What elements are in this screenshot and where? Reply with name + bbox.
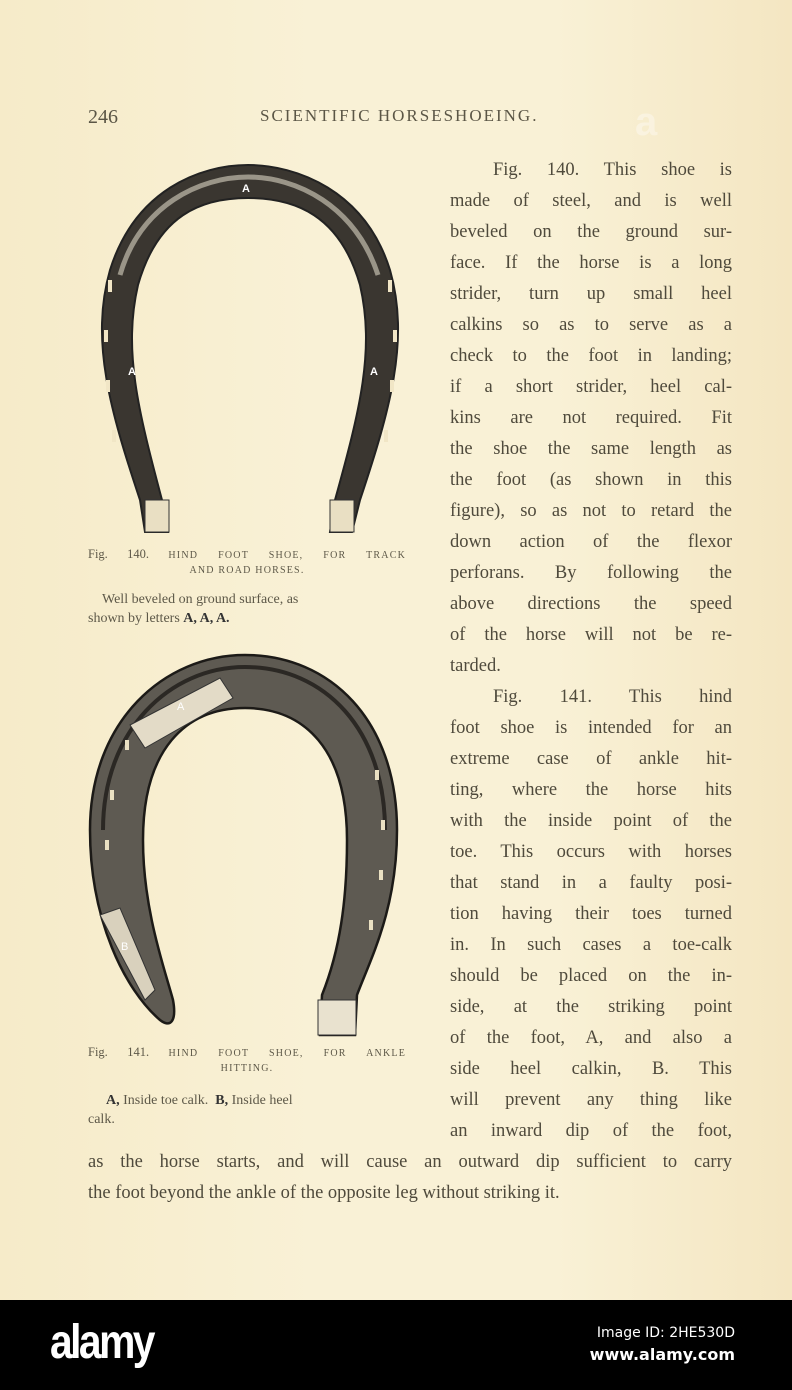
body-line: beveled on the ground sur- — [450, 222, 732, 242]
body-line: down action of the flexor — [450, 532, 732, 552]
body-line: the shoe the same length as — [450, 439, 732, 459]
body-line: strider, turn up small heel — [450, 284, 732, 304]
figure-141-horseshoe-illustration — [85, 650, 410, 1040]
watermark-bar — [0, 1300, 792, 1390]
body-line: perforans. By following the — [450, 563, 732, 583]
body-line: an inward dip of the foot, — [450, 1121, 732, 1141]
body-line: tarded. — [450, 656, 501, 676]
caption-title-cont: AND ROAD HORSES. — [189, 565, 305, 576]
body-line: as the horse starts, and will cause an outward dip sufficient to carry — [88, 1152, 732, 1172]
note-text: Inside heel — [228, 1093, 293, 1108]
body-line: Fig. 141. This hind — [493, 687, 732, 707]
body-line: the foot beyond the ankle of the opposite leg without striking it. — [88, 1183, 560, 1203]
body-line: made of steel, and is well — [450, 191, 732, 211]
caption-prefix: Fig. 141. — [88, 1045, 150, 1059]
body-line: of the foot, A, and also a — [450, 1028, 732, 1048]
body-line: should be placed on the in- — [450, 966, 732, 986]
body-line: calkins so as to serve as a — [450, 315, 732, 335]
note-text: shown by letters — [88, 611, 184, 626]
body-line: above directions the speed — [450, 594, 732, 614]
figure-141-caption — [88, 1045, 406, 1074]
figure-140-label: A — [370, 366, 378, 378]
caption-title: HIND FOOT SHOE, FOR TRACK — [168, 550, 406, 561]
figure-140-caption — [88, 547, 406, 576]
note-bold: A, A, A. — [183, 611, 230, 626]
image-id: Image ID: 2HE530D — [596, 1325, 735, 1341]
body-line: in. In such cases a toe-calk — [450, 935, 732, 955]
figure-140-note — [88, 590, 406, 628]
caption-prefix: Fig. 140. — [88, 547, 150, 561]
page-number: 246 — [88, 106, 118, 128]
body-line: with the inside point of the — [450, 811, 732, 831]
body-line: of the horse will not be re- — [450, 625, 732, 645]
body-line: face. If the horse is a long — [450, 253, 732, 273]
body-line: the foot (as shown in this — [450, 470, 732, 490]
body-line: will prevent any thing like — [450, 1090, 732, 1110]
figure-141-note — [88, 1091, 406, 1129]
caption-title: HIND FOOT SHOE, FOR ANKLE — [168, 1048, 406, 1059]
body-line: toe. This occurs with horses — [450, 842, 732, 862]
note-bold: A, — [106, 1093, 120, 1108]
figure-140-label: A — [128, 366, 136, 378]
note-bold: B, — [215, 1093, 229, 1108]
caption-title-cont: HITTING. — [220, 1063, 274, 1074]
note-line: Well beveled on ground surface, as — [102, 592, 299, 607]
body-line: ting, where the horse hits — [450, 780, 732, 800]
body-line: side, at the striking point — [450, 997, 732, 1017]
figure-141-label: B — [121, 941, 129, 953]
body-line: that stand in a faulty posi- — [450, 873, 732, 893]
alamy-logo: alamy — [50, 1316, 153, 1369]
note-text: Inside toe calk. — [119, 1093, 216, 1108]
figure-141-label: A — [177, 701, 185, 713]
body-line: Fig. 140. This shoe is — [493, 160, 732, 180]
note-line: calk. — [88, 1112, 115, 1127]
figure-140-label: A — [242, 183, 250, 195]
running-title: SCIENTIFIC HORSESHOEING. — [260, 106, 539, 125]
body-line: side heel calkin, B. This — [450, 1059, 732, 1079]
body-line: check to the foot in landing; — [450, 346, 732, 366]
watermark-url: www.alamy.com — [589, 1345, 735, 1364]
watermark-logo: a — [635, 100, 658, 144]
body-line: kins are not required. Fit — [450, 408, 732, 428]
body-line: if a short strider, heel cal- — [450, 377, 732, 397]
figure-140-horseshoe-illustration — [90, 160, 410, 540]
body-line: foot shoe is intended for an — [450, 718, 732, 738]
body-line: extreme case of ankle hit- — [450, 749, 732, 769]
body-line: tion having their toes turned — [450, 904, 732, 924]
body-line: figure), so as not to retard the — [450, 501, 732, 521]
